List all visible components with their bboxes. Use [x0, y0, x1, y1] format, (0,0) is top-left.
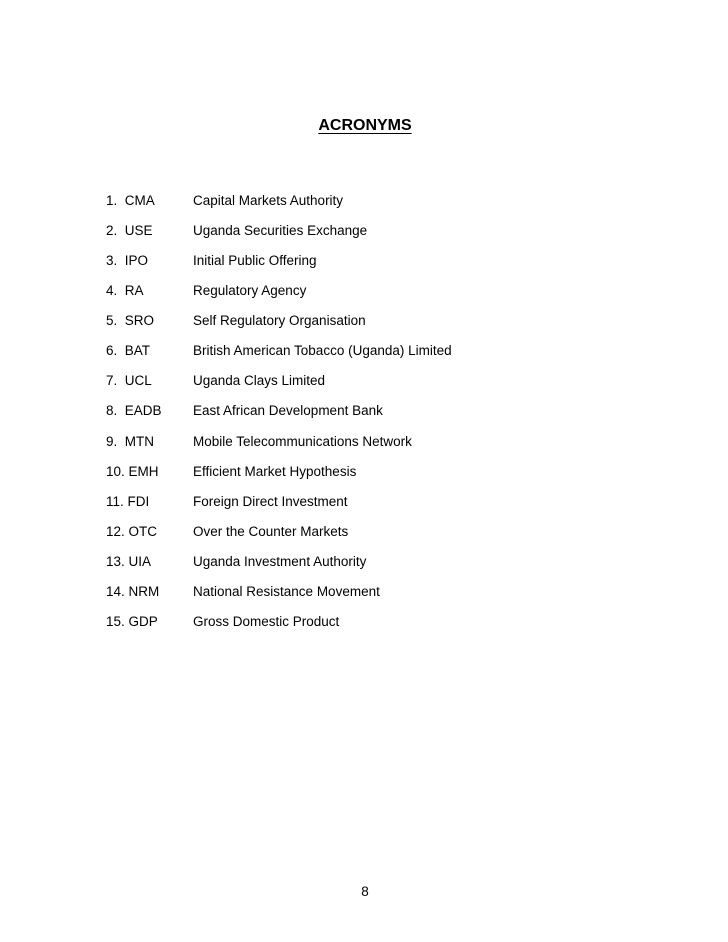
- acronym-abbreviation: 6. BAT: [106, 343, 151, 359]
- acronym-definition: Foreign Direct Investment: [193, 493, 348, 509]
- acronym-abbreviation: 14. NRM: [106, 583, 160, 599]
- acronym-abbreviation: 5. SRO: [106, 313, 155, 329]
- acronym-abbreviation: 8. EADB: [106, 403, 162, 419]
- page-title: ACRONYMS: [318, 117, 412, 134]
- acronym-definition: British American Tobacco (Uganda) Limited: [193, 343, 452, 359]
- acronym-definition: Self Regulatory Organisation: [193, 313, 366, 329]
- acronym-definition: Gross Domestic Product: [193, 613, 340, 629]
- acronym-abbreviation: 2. USE: [106, 223, 153, 239]
- acronym-definition: East African Development Bank: [193, 403, 383, 419]
- acronym-abbreviation: 9. MTN: [106, 433, 155, 449]
- acronym-definition: Efficient Market Hypothesis: [193, 463, 357, 479]
- acronym-definition: National Resistance Movement: [193, 583, 380, 599]
- acronym-abbreviation: 15. GDP: [106, 613, 158, 629]
- acronym-abbreviation: 12. OTC: [106, 523, 158, 539]
- acronym-definition: Over the Counter Markets: [193, 523, 349, 539]
- acronym-definition: Uganda Securities Exchange: [193, 223, 368, 239]
- page-number: 8: [361, 884, 369, 899]
- acronym-abbreviation: 10. EMH: [106, 463, 159, 479]
- acronym-abbreviation: 13. UIA: [106, 553, 152, 569]
- acronym-abbreviation: 7. UCL: [106, 373, 152, 389]
- acronym-definition: Mobile Telecommunications Network: [193, 433, 412, 449]
- acronym-abbreviation: 1. CMA: [106, 193, 155, 208]
- acronym-definition: Capital Markets Authority: [193, 193, 344, 208]
- acronym-definition: Uganda Clays Limited: [193, 373, 326, 389]
- acronym-abbreviation: 4. RA: [106, 283, 144, 299]
- acronym-definition: Uganda Investment Authority: [193, 553, 367, 569]
- acronym-abbreviation: 11. FDI: [106, 493, 150, 509]
- acronym-abbreviation: 3. IPO: [106, 253, 149, 269]
- acronym-definition: Regulatory Agency: [193, 283, 307, 299]
- acronym-definition: Initial Public Offering: [193, 253, 317, 269]
